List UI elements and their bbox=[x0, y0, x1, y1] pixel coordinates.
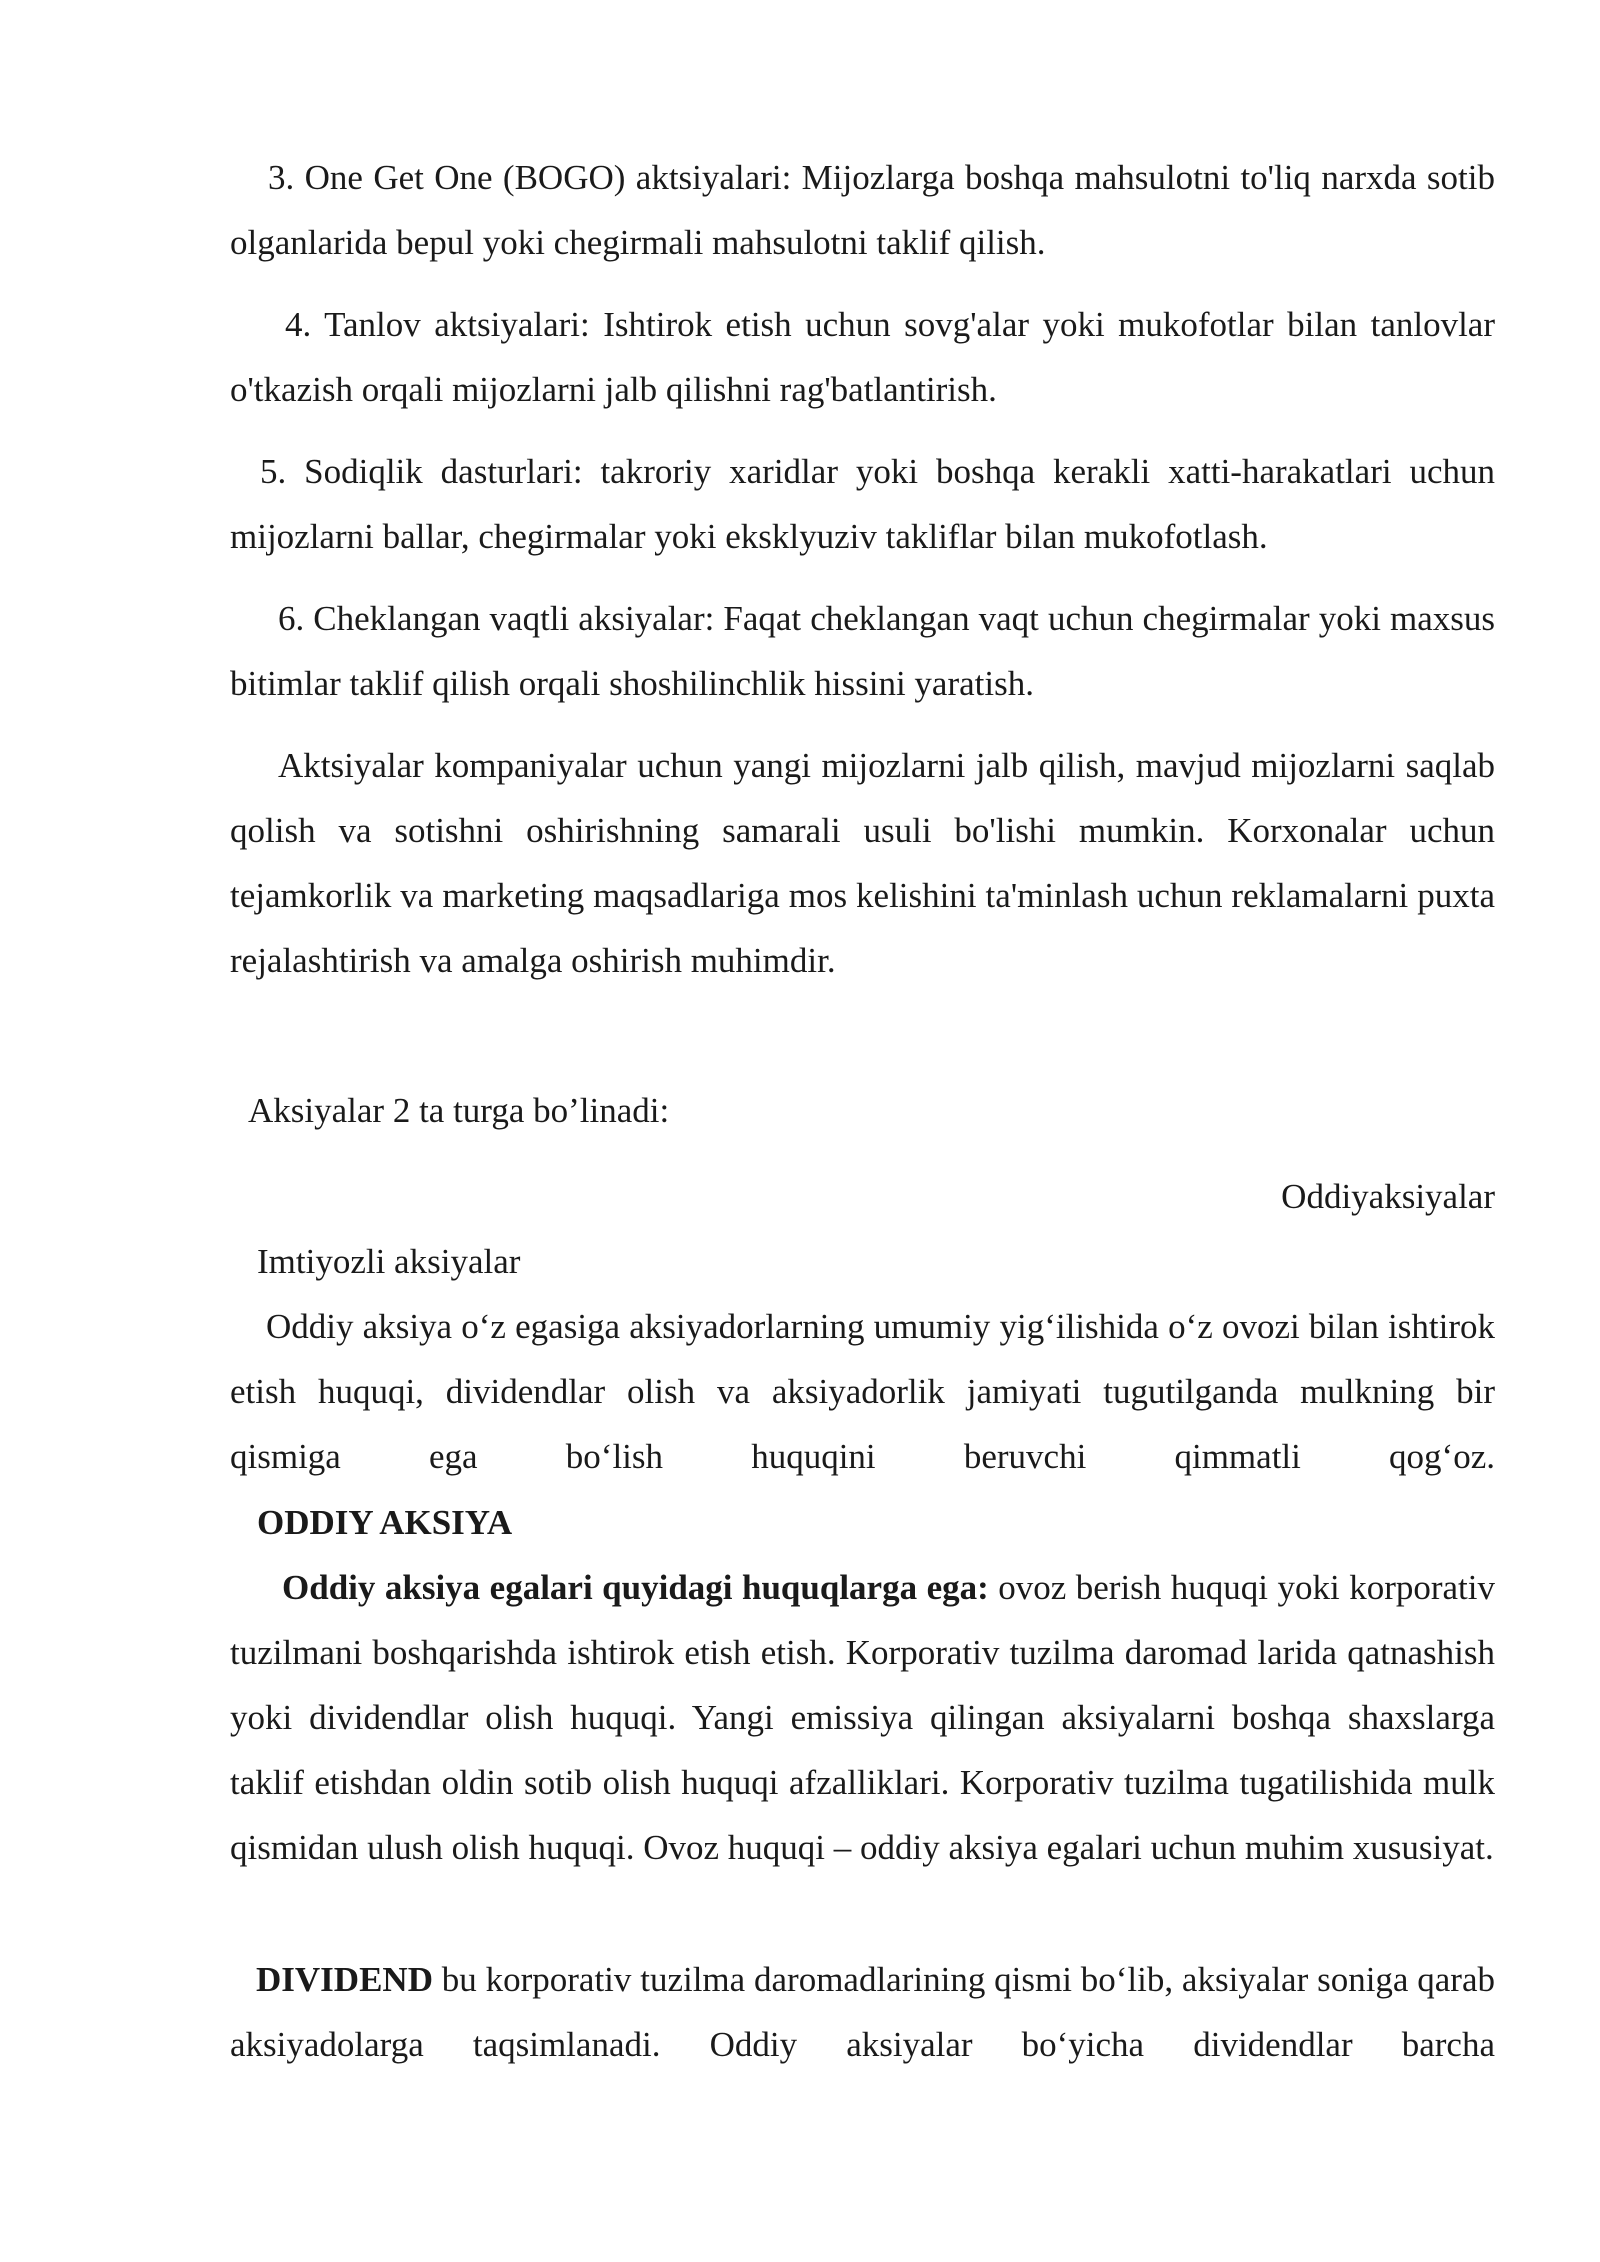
heading-oddiy-aksiya bbox=[230, 1490, 1495, 1555]
paragraph-turlar-intro bbox=[230, 1078, 1495, 1143]
paragraph-huquqlar-text bbox=[230, 1555, 1495, 1880]
paragraph-tanlov-text: 4. Tanlov aktsiyalari: Ishtirok etish uchun sovg'alar yoki mukofotlar bilan tanlovlar o'tkazish orqali mijozlarni jalb qilishni rag'batlantirish. bbox=[230, 305, 1495, 409]
paragraph-cheklangan-text: 6. Cheklangan vaqtli aksiyalar: Faqat cheklangan vaqt uchun chegirmalar yoki maxsus bitimlar taklif qilish orqali shoshilinchlik hissini yaratish. bbox=[230, 599, 1495, 703]
dividend-body: bu korporativ tuzilma daromadlarining qismi bo‘lib, aksiyalar soniga qarab aksiyadolarga taqsimlanadi. Oddiy aksiyalar bo‘yicha dividendlar barcha bbox=[230, 1960, 1495, 2064]
label-oddiy-aksiyalar bbox=[230, 1164, 1495, 1229]
paragraph-dividend bbox=[230, 1947, 1495, 2077]
huquqlar-bold-lead: Oddiy aksiya egalari quyidagi huquqlarga ega: bbox=[282, 1568, 989, 1607]
label-imtiyozli-aksiyalar-text: Imtiyozli aksiyalar bbox=[257, 1242, 521, 1281]
label-imtiyozli-aksiyalar bbox=[230, 1229, 1495, 1294]
huquqlar-body: ovoz berish huquqi yoki korporativ tuzilmani boshqarishda ishtirok etish etish. Korporativ tuzilma daromad larida qatnashish yoki dividendlar olish huquqi. Yangi emissiya qilingan aksiyalarni boshqa shaxslarga taklif etishdan oldin sotib olish huquqi afzalliklari. Korporativ tuzilma tugatilishida mulk qismidan ulush olish huquqi. Ovoz huquqi – oddiy aksiya egalari uchun muhim xususiyat. bbox=[230, 1568, 1496, 1867]
heading-oddiy-aksiya-text: ODDIY AKSIYA bbox=[257, 1503, 513, 1542]
paragraph-aktsiyalar-summary-text: Aktsiyalar kompaniyalar uchun yangi mijozlarni jalb qilish, mavjud mijozlarni saqlab qolish va sotishni oshirishning samarali usuli bo'lishi mumkin. Korxonalar uchun tejamkorlik va marketing maqsadlariga mos kelishini ta'minlash uchun reklamalarni puxta rejalashtirish va amalga oshirish muhimdir. bbox=[230, 746, 1495, 980]
dividend-bold-lead: DIVIDEND bbox=[256, 1960, 433, 1999]
paragraph-oddiy-definition bbox=[230, 1294, 1495, 1489]
paragraph-sodiqlik bbox=[230, 439, 1495, 569]
paragraph-bogo-text: 3. One Get One (BOGO) aktsiyalari: Mijozlarga boshqa mahsulotni to'liq narxda sotib olganlarida bepul yoki chegirmali mahsulotni taklif qilish. bbox=[230, 158, 1495, 262]
paragraph-tanlov bbox=[230, 292, 1495, 422]
paragraph-cheklangan bbox=[230, 586, 1495, 716]
paragraph-sodiqlik-text: 5. Sodiqlik dasturlari: takroriy xaridlar yoki boshqa kerakli xatti-harakatlari uchun mijozlarni ballar, chegirmalar yoki eksklyuziv takliflar bilan mukofotlash. bbox=[230, 452, 1495, 556]
paragraph-turlar-intro-text: Aksiyalar 2 ta turga bo’linadi: bbox=[248, 1091, 670, 1130]
paragraph-huquqlar bbox=[230, 1555, 1495, 1880]
paragraph-dividend-text bbox=[230, 1947, 1495, 2077]
paragraph-bogo bbox=[230, 145, 1495, 275]
label-oddiy-aksiyalar-text: Oddiyaksiyalar bbox=[1281, 1177, 1495, 1216]
paragraph-oddiy-definition-text: Oddiy aksiya o‘z egasiga aksiyadorlarning umumiy yig‘ilishida o‘z ovozi bilan ishtirok etish huquqi, dividendlar olish va aksiyadorlik jamiyati tugutilganda mulkning bir qismiga ega bo‘lish huquqini beruvchi qimmatli qog‘oz. bbox=[230, 1307, 1495, 1476]
paragraph-aktsiyalar-summary bbox=[230, 733, 1495, 993]
